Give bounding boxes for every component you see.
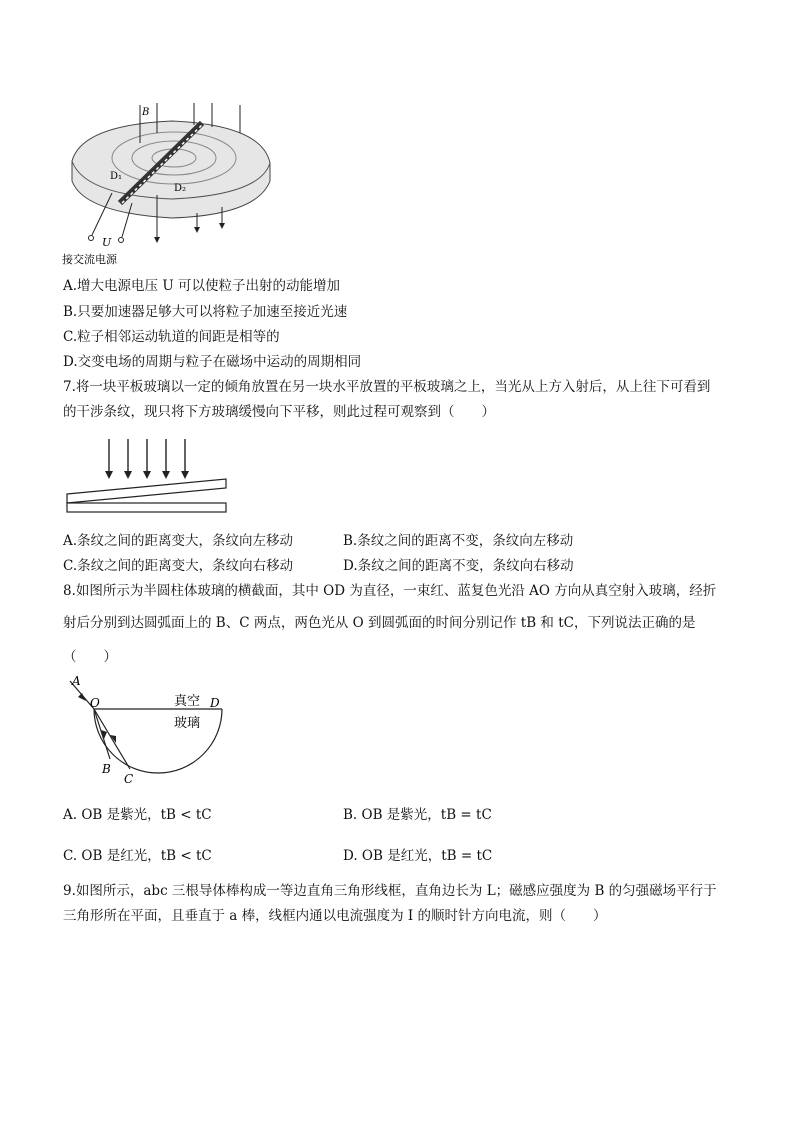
q7-option-b: B.条纹之间的距离不变，条纹向左移动 <box>343 533 574 549</box>
q6-option-b: B.只要加速器足够大可以将粒子加速至接近光速 <box>63 304 348 320</box>
q8-option-a: A. OB 是紫光，tB < tC <box>63 807 212 823</box>
label-a: A <box>72 674 81 688</box>
q8-option-d: D. OB 是红光，tB = tC <box>343 848 493 864</box>
label-o: O <box>90 696 100 710</box>
label-d1: D₁ <box>110 171 123 182</box>
q7-option-a: A.条纹之间的距离变大，条纹向左移动 <box>63 533 294 549</box>
q8-stem-line3: （ ） <box>63 649 117 665</box>
q9-stem-line2: 三角形所在平面，且垂直于 a 棒，线框内通以电流强度为 I 的顺时针方向电流，则（ ） <box>63 908 607 924</box>
q6-option-c: C.粒子相邻运动轨道的间距是相等的 <box>63 329 280 345</box>
q6-option-d: D.交变电场的周期与粒子在磁场中运动的周期相同 <box>63 354 362 370</box>
q8-option-b: B. OB 是紫光，tB = tC <box>343 807 492 823</box>
label-b: B <box>142 107 150 118</box>
label-glass: 玻璃 <box>174 716 201 731</box>
label-vacuum: 真空 <box>174 694 201 709</box>
cyclotron-figure <box>62 103 272 268</box>
q8-option-c: C. OB 是红光，tB < tC <box>63 848 212 864</box>
q6-option-a: A.增大电源电压 U 可以使粒子出射的动能增加 <box>63 278 340 294</box>
label-d2: D₂ <box>174 183 187 194</box>
q8-stem-line1: 8.如图所示为半圆柱体玻璃的横截面，其中 OD 为直径，一束红、蓝复色光沿 AO 方向从真空射入玻璃，经折 <box>63 583 717 599</box>
label-c: C <box>124 772 134 785</box>
semicircle-glass-figure <box>62 673 234 785</box>
q9-stem-line1: 9.如图所示，abc 三根导体棒构成一等边直角三角形线框，直角边长为 L；磁感应强度为 B 的匀强磁场平行于 <box>63 883 717 899</box>
q7-option-d: D.条纹之间的距离不变，条纹向右移动 <box>343 558 574 574</box>
q7-stem-line2: 的干涉条纹，现只将下方玻璃缓慢向下平移，则此过程可观察到（ ） <box>63 404 495 420</box>
q7-stem-line1: 7.将一块平板玻璃以一定的倾角放置在另一块水平放置的平板玻璃之上，当光从上方入射后，从上往下可看到 <box>63 379 711 395</box>
glass-plates-figure <box>64 437 230 515</box>
q7-option-c: C.条纹之间的距离变大，条纹向右移动 <box>63 558 294 574</box>
label-b: B <box>102 762 111 776</box>
q8-stem-line2: 射后分别到达圆弧面上的 B、C 两点，两色光从 O 到圆弧面的时间分别记作 tB 和 tC，下列说法正确的是 <box>63 615 696 631</box>
label-u: U <box>102 236 112 249</box>
label-d: D <box>210 696 220 710</box>
figure-caption: 接交流电源 <box>62 253 117 266</box>
